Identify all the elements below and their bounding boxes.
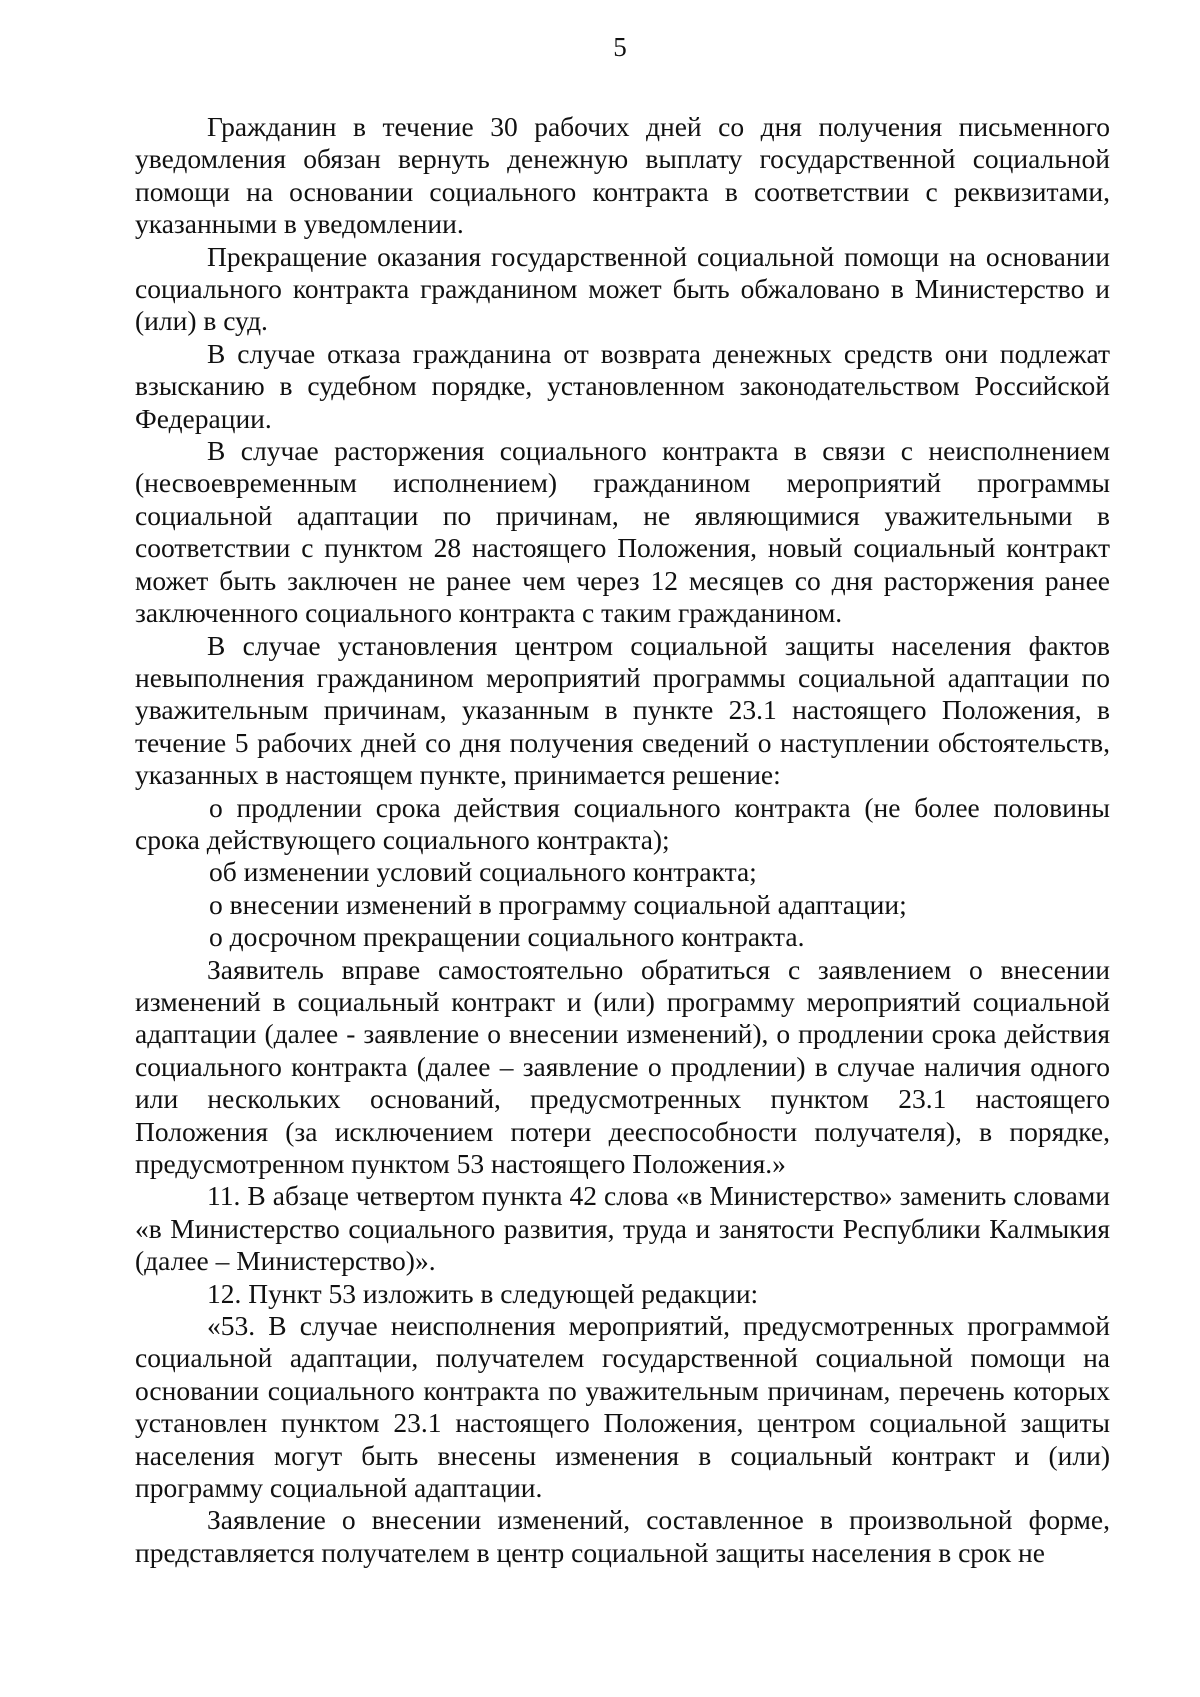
document-body [135,111,1110,1569]
page-number: 5 [613,32,627,62]
paragraph-applicant-right: Заявитель вправе самостоятельно обратиться с заявлением о внесении изменений в социальный контракт и (или) программу мероприятий социальной адаптации (далее - заявление о внесении изменений), о продлении срока действия социального контракта (далее – заявление о продлении) в случае наличия одного или нескольких оснований, предусмотренных пунктом 23.1 настоящего Положения (за исключением потери дееспособности получателя), в порядке, предусмотренном пунктом 53 настоящего Положения.» [135,953,1110,1179]
list-item-early-termination: о досрочном прекращении социального контракта. [209,921,805,953]
paragraph-item-11: 11. В абзаце четвертом пункта 42 слова «в Министерство» заменить словами «в Министерство социального развития, труда и занятости Республики Калмыкия (далее – Министерство)». [135,1180,1110,1277]
paragraph-return-payment: Гражданин в течение 30 рабочих дней со дня получения письменного уведомления обязан вернуть денежную выплату государственной социальной помощи на основании социального контракта в соответствии с реквизитами, указанными в уведомлении. [135,111,1110,240]
paragraph-application-submission: Заявление о внесении изменений, составленное в произвольной форме, представляется получателем в центр социальной защиты населения в срок не [135,1504,1110,1568]
paragraph-refusal-recovery: В случае отказа гражданина от возврата денежных средств они подлежат взысканию в судебном порядке, установленном законодательством Российской Федерации. [135,337,1110,434]
paragraph-item-12: 12. Пункт 53 изложить в следующей редакции: [207,1277,759,1309]
list-item-extend-term: о продлении срока действия социального контракта (не более половины срока действующего социального контракта); [135,791,1110,855]
paragraph-appeal: Прекращение оказания государственной социальной помощи на основании социального контракта гражданином может быть обжаловано в Министерство и (или) в суд. [135,240,1110,337]
paragraph-item-53: «53. В случае неисполнения мероприятий, предусмотренных программой социальной адаптации, получателем государственной социальной помощи на основании социального контракта по уважительным причинам, перечень которых установлен пунктом 23.1 настоящего Положения, центром социальной защиты населения могут быть внесены изменения в социальный контракт и (или) программу социальной адаптации. [135,1310,1110,1504]
list-item-change-program: о внесении изменений в программу социальной адаптации; [209,888,907,920]
paragraph-valid-reasons: В случае установления центром социальной защиты населения фактов невыполнения гражданином мероприятий программы социальной адаптации по уважительным причинам, указанным в пункте 23.1 настоящего Положения, в течение 5 рабочих дней со дня получения сведений о наступлении обстоятельств, указанных в настоящем пункте, принимается решение: [135,629,1110,791]
paragraph-contract-termination: В случае расторжения социального контракта в связи с неисполнением (несвоевременным исполнением) гражданином мероприятий программы социальной адаптации по причинам, не являющимися уважительными в соответствии с пунктом 28 настоящего Положения, новый социальный контракт может быть заключен не ранее чем через 12 месяцев со дня расторжения ранее заключенного социального контракта с таким гражданином. [135,435,1110,629]
list-item-change-conditions: об изменении условий социального контракта; [209,856,757,888]
